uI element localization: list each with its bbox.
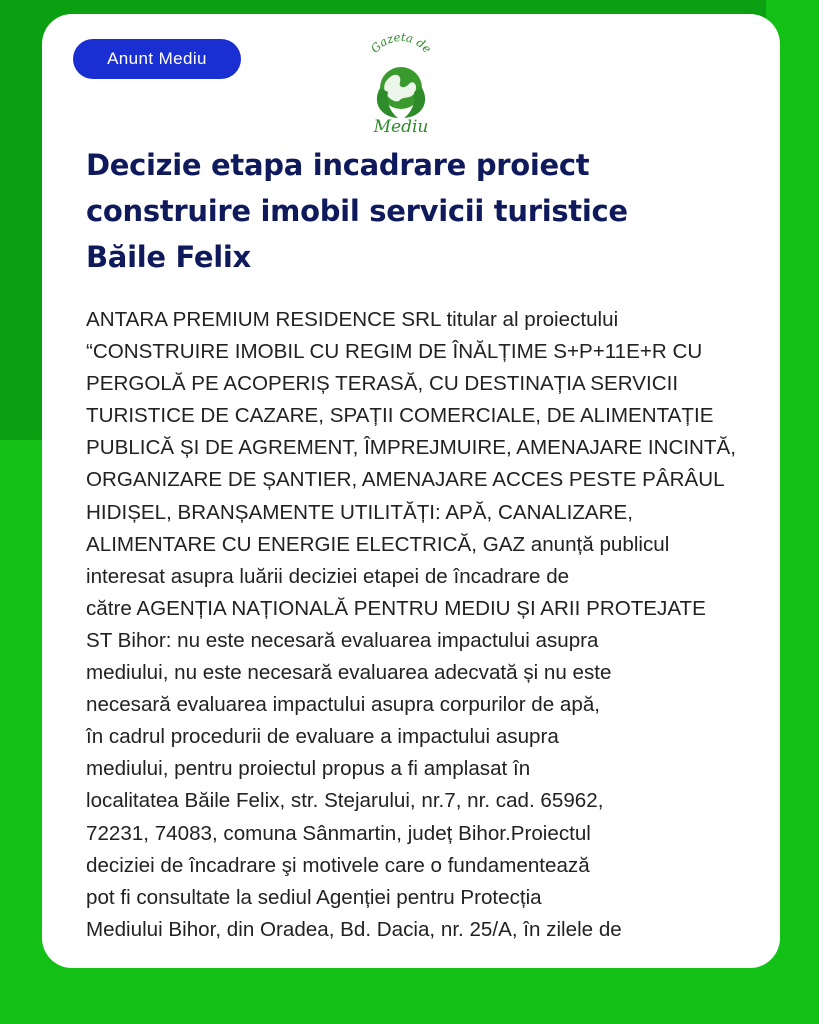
svg-text:Mediu: Mediu — [373, 117, 429, 137]
body-line: mediului, nu este necesară evaluarea adecvată și nu este — [86, 661, 612, 685]
announcement-card — [42, 14, 780, 968]
body-line: în cadrul procedurii de evaluare a impactului asupra — [86, 725, 559, 749]
body-line: localitatea Băile Felix, str. Stejarului, nr.7, nr. cad. 65962, — [86, 789, 604, 813]
svg-text:Gazeta de: Gazeta de — [367, 29, 435, 56]
body-line: deciziei de încadrare şi motivele care o fundamentează — [86, 853, 590, 877]
body-line: PERGOLĂ PE ACOPERIȘ TERASĂ, CU DESTINAȚIA SERVICII — [86, 372, 679, 396]
body-line: TURISTICE DE CAZARE, SPAȚII COMERCIALE, DE ALIMENTAȚIE — [86, 404, 714, 428]
body-line: “CONSTRUIRE IMOBIL CU REGIM DE ÎNĂLȚIME S+P+11E+R CU — [86, 340, 703, 364]
body-line: HIDIȘEL, BRANȘAMENTE UTILITĂȚI: APĂ, CANALIZARE, — [86, 500, 634, 524]
body-line: mediului, pentru proiectul propus a fi amplasat în — [86, 757, 531, 781]
body-line: PUBLICĂ ȘI DE AGREMENT, ÎMPREJMUIRE, AMENAJARE INCINTĂ, — [86, 436, 736, 460]
body-line: către AGENȚIA NAȚIONALĂ PENTRU MEDIU ȘI ARII PROTEJATE — [86, 596, 706, 620]
title-line: construire imobil servicii turistice — [86, 194, 628, 228]
article-body — [86, 304, 752, 946]
category-badge[interactable]: Anunt Mediu — [73, 39, 241, 79]
body-line: 72231, 74083, comuna Sânmartin, județ Bihor.Proiectul — [86, 821, 591, 845]
body-line: ORGANIZARE DE ȘANTIER, AMENAJARE ACCES PESTE PÂRÂUL — [86, 468, 725, 492]
body-line: interesat asupra luării deciziei etapei de încadrare de — [86, 564, 570, 588]
title-line: Decizie etapa incadrare proiect — [86, 148, 590, 182]
gazeta-de-mediu-logo — [358, 26, 444, 138]
body-line: ALIMENTARE CU ENERGIE ELECTRICĂ, GAZ anunță publicul — [86, 532, 670, 556]
body-line: pot fi consultate la sediul Agenției pentru Protecția — [86, 885, 542, 909]
body-line: ST Bihor: nu este necesară evaluarea impactului asupra — [86, 628, 599, 652]
body-line: ANTARA PREMIUM RESIDENCE SRL titular al proiectului — [86, 308, 619, 331]
title-line: Băile Felix — [86, 240, 251, 274]
body-line: Mediului Bihor, din Oradea, Bd. Dacia, nr. 25/A, în zilele de — [86, 917, 622, 941]
body-line: necesară evaluarea impactului asupra corpurilor de apă, — [86, 693, 600, 717]
article-title — [86, 142, 746, 280]
